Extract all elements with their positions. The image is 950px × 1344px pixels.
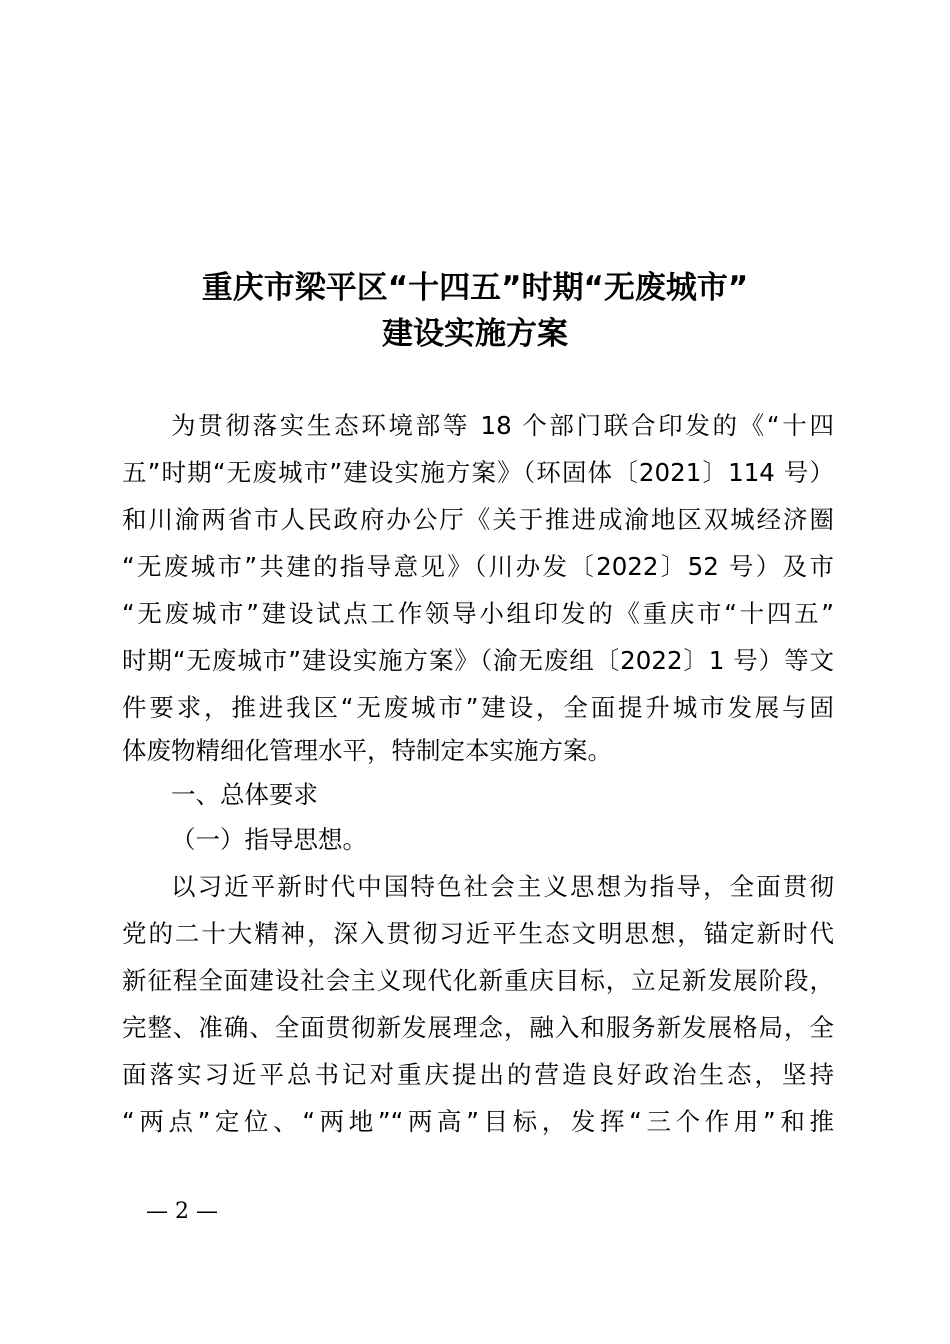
paragraph-line: 件要求，推进我区“无废城市”建设，全面提升城市发展与固 [122,693,834,722]
page-number: — 2 — [146,1199,218,1224]
section-heading: 一、总体要求 [171,780,318,809]
paragraph-line: 完整、准确、全面贯彻新发展理念，融入和服务新发展格局，全 [122,1013,834,1042]
paragraph-line: “无废城市”共建的指导意见》（川办发〔2022〕52 号）及市 [122,552,834,581]
document-title-line-1: 重庆市梁平区“十四五”时期“无废城市” [201,270,749,306]
paragraph-line: 为贯彻落实生态环境部等 18 个部门联合印发的《“十四 [171,411,834,440]
paragraph-line: 以习近平新时代中国特色社会主义思想为指导，全面贯彻 [171,872,834,901]
paragraph-line: “无废城市”建设试点工作领导小组印发的《重庆市“十四五” [122,599,834,628]
paragraph-line: 党的二十大精神，深入贯彻习近平生态文明思想，锚定新时代 [122,919,834,948]
paragraph-line: 时期“无废城市”建设实施方案》（渝无废组〔2022〕1 号）等文 [122,646,834,675]
paragraph-line: 体废物精细化管理水平，特制定本实施方案。 [122,736,612,765]
paragraph-line: “两点”定位、“两地”“两高”目标，发挥“三个作用”和推 [122,1107,834,1136]
paragraph-line: 面落实习近平总书记对重庆提出的营造良好政治生态，坚持 [122,1060,834,1089]
paragraph-line: 和川渝两省市人民政府办公厅《关于推进成渝地区双城经济圈 [122,505,834,534]
paragraph-line: 五”时期“无废城市”建设实施方案》（环固体〔2021〕114 号） [122,458,834,487]
subsection-heading: （一）指导思想。 [171,825,367,854]
paragraph-line: 新征程全面建设社会主义现代化新重庆目标，立足新发展阶段， [122,966,834,995]
document-title-line-2: 建设实施方案 [382,316,568,352]
